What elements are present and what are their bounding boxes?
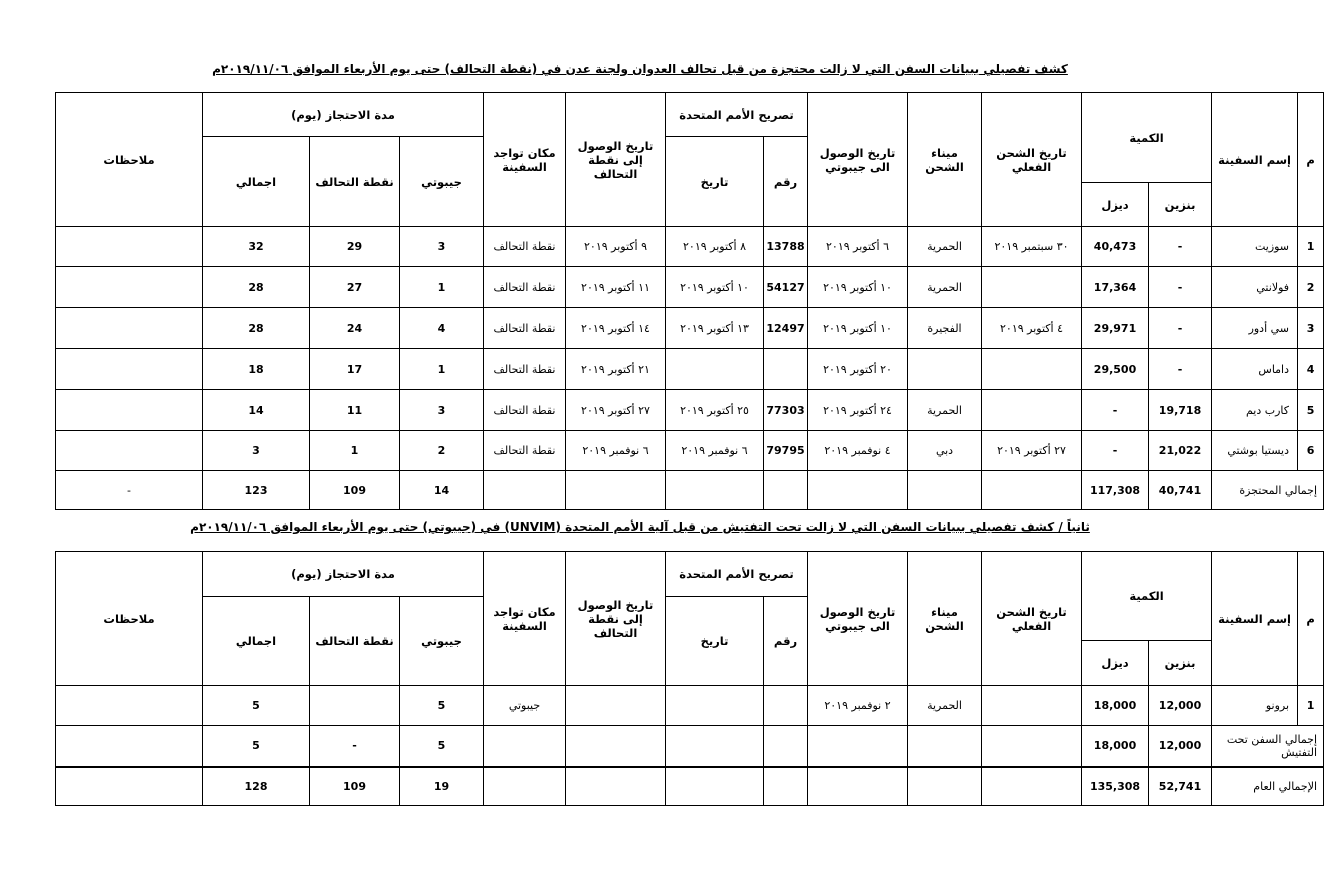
detained-ships-table (55, 92, 1324, 510)
col-d-djib: جيبوتي (400, 137, 484, 227)
total-inspection-row: إجمالي السفن تحت التفتيش 12,000 18,000 5 - 5 (56, 726, 1324, 767)
col-un-permit: تصريح الأمم المتحدة (666, 93, 808, 137)
table-row: 3 سي أدور - 29,971 ٤ أكتوبر ٢٠١٩ الفجيرة ١٠ أكتوبر ٢٠١٩ 12497 ١٣ أكتوبر ٢٠١٩ ١٤ أكتوبر ٢٠١٩ نقطة التحالف 4 24 28 (56, 308, 1324, 349)
col-port: ميناء الشحن (908, 93, 982, 227)
table-row: 6 ديستيا بوشتي 21,022 - ٢٧ أكتوبر ٢٠١٩ دبي ٤ نوفمبر ٢٠١٩ 79795 ٦ نوفمبر ٢٠١٩ ٦ نوفمبر ٢٠١٩ نقطة التحالف 2 1 3 (56, 431, 1324, 471)
table-row: 4 داماس - 29,500 ٢٠ أكتوبر ٢٠١٩ ٢١ أكتوبر ٢٠١٩ نقطة التحالف 1 17 18 (56, 349, 1324, 390)
col-permit-no: رقم (764, 137, 808, 227)
table-row: 1 برونو 12,000 18,000 الحمرية ٢ نوفمبر ٢٠١٩ جيبوتي 5 5 (56, 686, 1324, 726)
col-m: م (1298, 93, 1324, 227)
col-d-coal: نقطة التحالف (310, 137, 400, 227)
table-row: 1 سوزيت - 40,473 ٣٠ سبتمبر ٢٠١٩ الحمرية ٦ أكتوبر ٢٠١٩ 13788 ٨ أكتوبر ٢٠١٩ ٩ أكتوبر ٢٠١٩ نقطة التحالف 3 29 32 (56, 227, 1324, 267)
title-inspection: ثانياً / كشف تفصيلي ببيانات السفن التي لا زالت تحت التفتيش من قبل آلية الأمم المتحدة (UNVIM) في (جيبوتي) حتى يوم الأربعاء الموافق ٢٠١٩/١١/٠٦م (190, 520, 1090, 534)
col-qty: الكمية (1082, 93, 1212, 183)
inspection-ships-table: م إسم السفينة الكمية تاريخ الشحن الفعلي ميناء الشحن تاريخ الوصول الى جيبوتي تصريح الأمم المتحدة تاريخ الوصول إلى نقطة التحالف مكان تواجد السفينة مدة الاحتجاز (يوم) ملاحظات رقم تاريخ جيبوتي نقطة التحالف اجمالي بنزين ديزل 1 برونو 12,000 18,000 الحمرية ٢ نوفمبر ٢٠١٩ جيبوتي 5 5 إجمالي السفن تحت التفتيش 12,000 18,000 5 - 5 الإجمالي العام 52,741 135,308 19 109 128 (55, 551, 1324, 806)
grand-total-row: الإجمالي العام 52,741 135,308 19 109 128 (56, 767, 1324, 806)
col-arr-coal: تاريخ الوصول إلى نقطة التحالف (566, 93, 666, 227)
total-detained-row: إجمالي المحتجزة 40,741 117,308 14 109 123 - (56, 471, 1324, 510)
col-duration: مدة الاحتجاز (يوم) (203, 93, 484, 137)
col-diesel: ديزل (1082, 183, 1149, 227)
table-row: 5 كارب ديم 19,718 - الحمرية ٢٤ أكتوبر ٢٠١٩ 77303 ٢٥ أكتوبر ٢٠١٩ ٢٧ أكتوبر ٢٠١٩ نقطة التحالف 3 11 14 (56, 390, 1324, 431)
col-ship-date: تاريخ الشحن الفعلي (982, 93, 1082, 227)
col-location: مكان تواجد السفينة (484, 93, 566, 227)
col-permit-date: تاريخ (666, 137, 764, 227)
table-row: 2 فولانتي - 17,364 الحمرية ١٠ أكتوبر ٢٠١٩ 54127 ١٠ أكتوبر ٢٠١٩ ١١ أكتوبر ٢٠١٩ نقطة التحالف 1 27 28 (56, 267, 1324, 308)
col-d-total: اجمالي (203, 137, 310, 227)
col-petrol: بنزين (1149, 183, 1212, 227)
col-arr-djib: تاريخ الوصول الى جيبوتي (808, 93, 908, 227)
col-ship: إسم السفينة (1212, 93, 1298, 227)
col-notes: ملاحظات (56, 93, 203, 227)
title-detained: كشف تفصيلي ببيانات السفن التي لا زالت محتجزة من قبل تحالف العدوان ولجنة عدن في (نقطة التحالف) حتى يوم الأربعاء الموافق ٢٠١٩/١١/٠٦م (212, 62, 1068, 76)
